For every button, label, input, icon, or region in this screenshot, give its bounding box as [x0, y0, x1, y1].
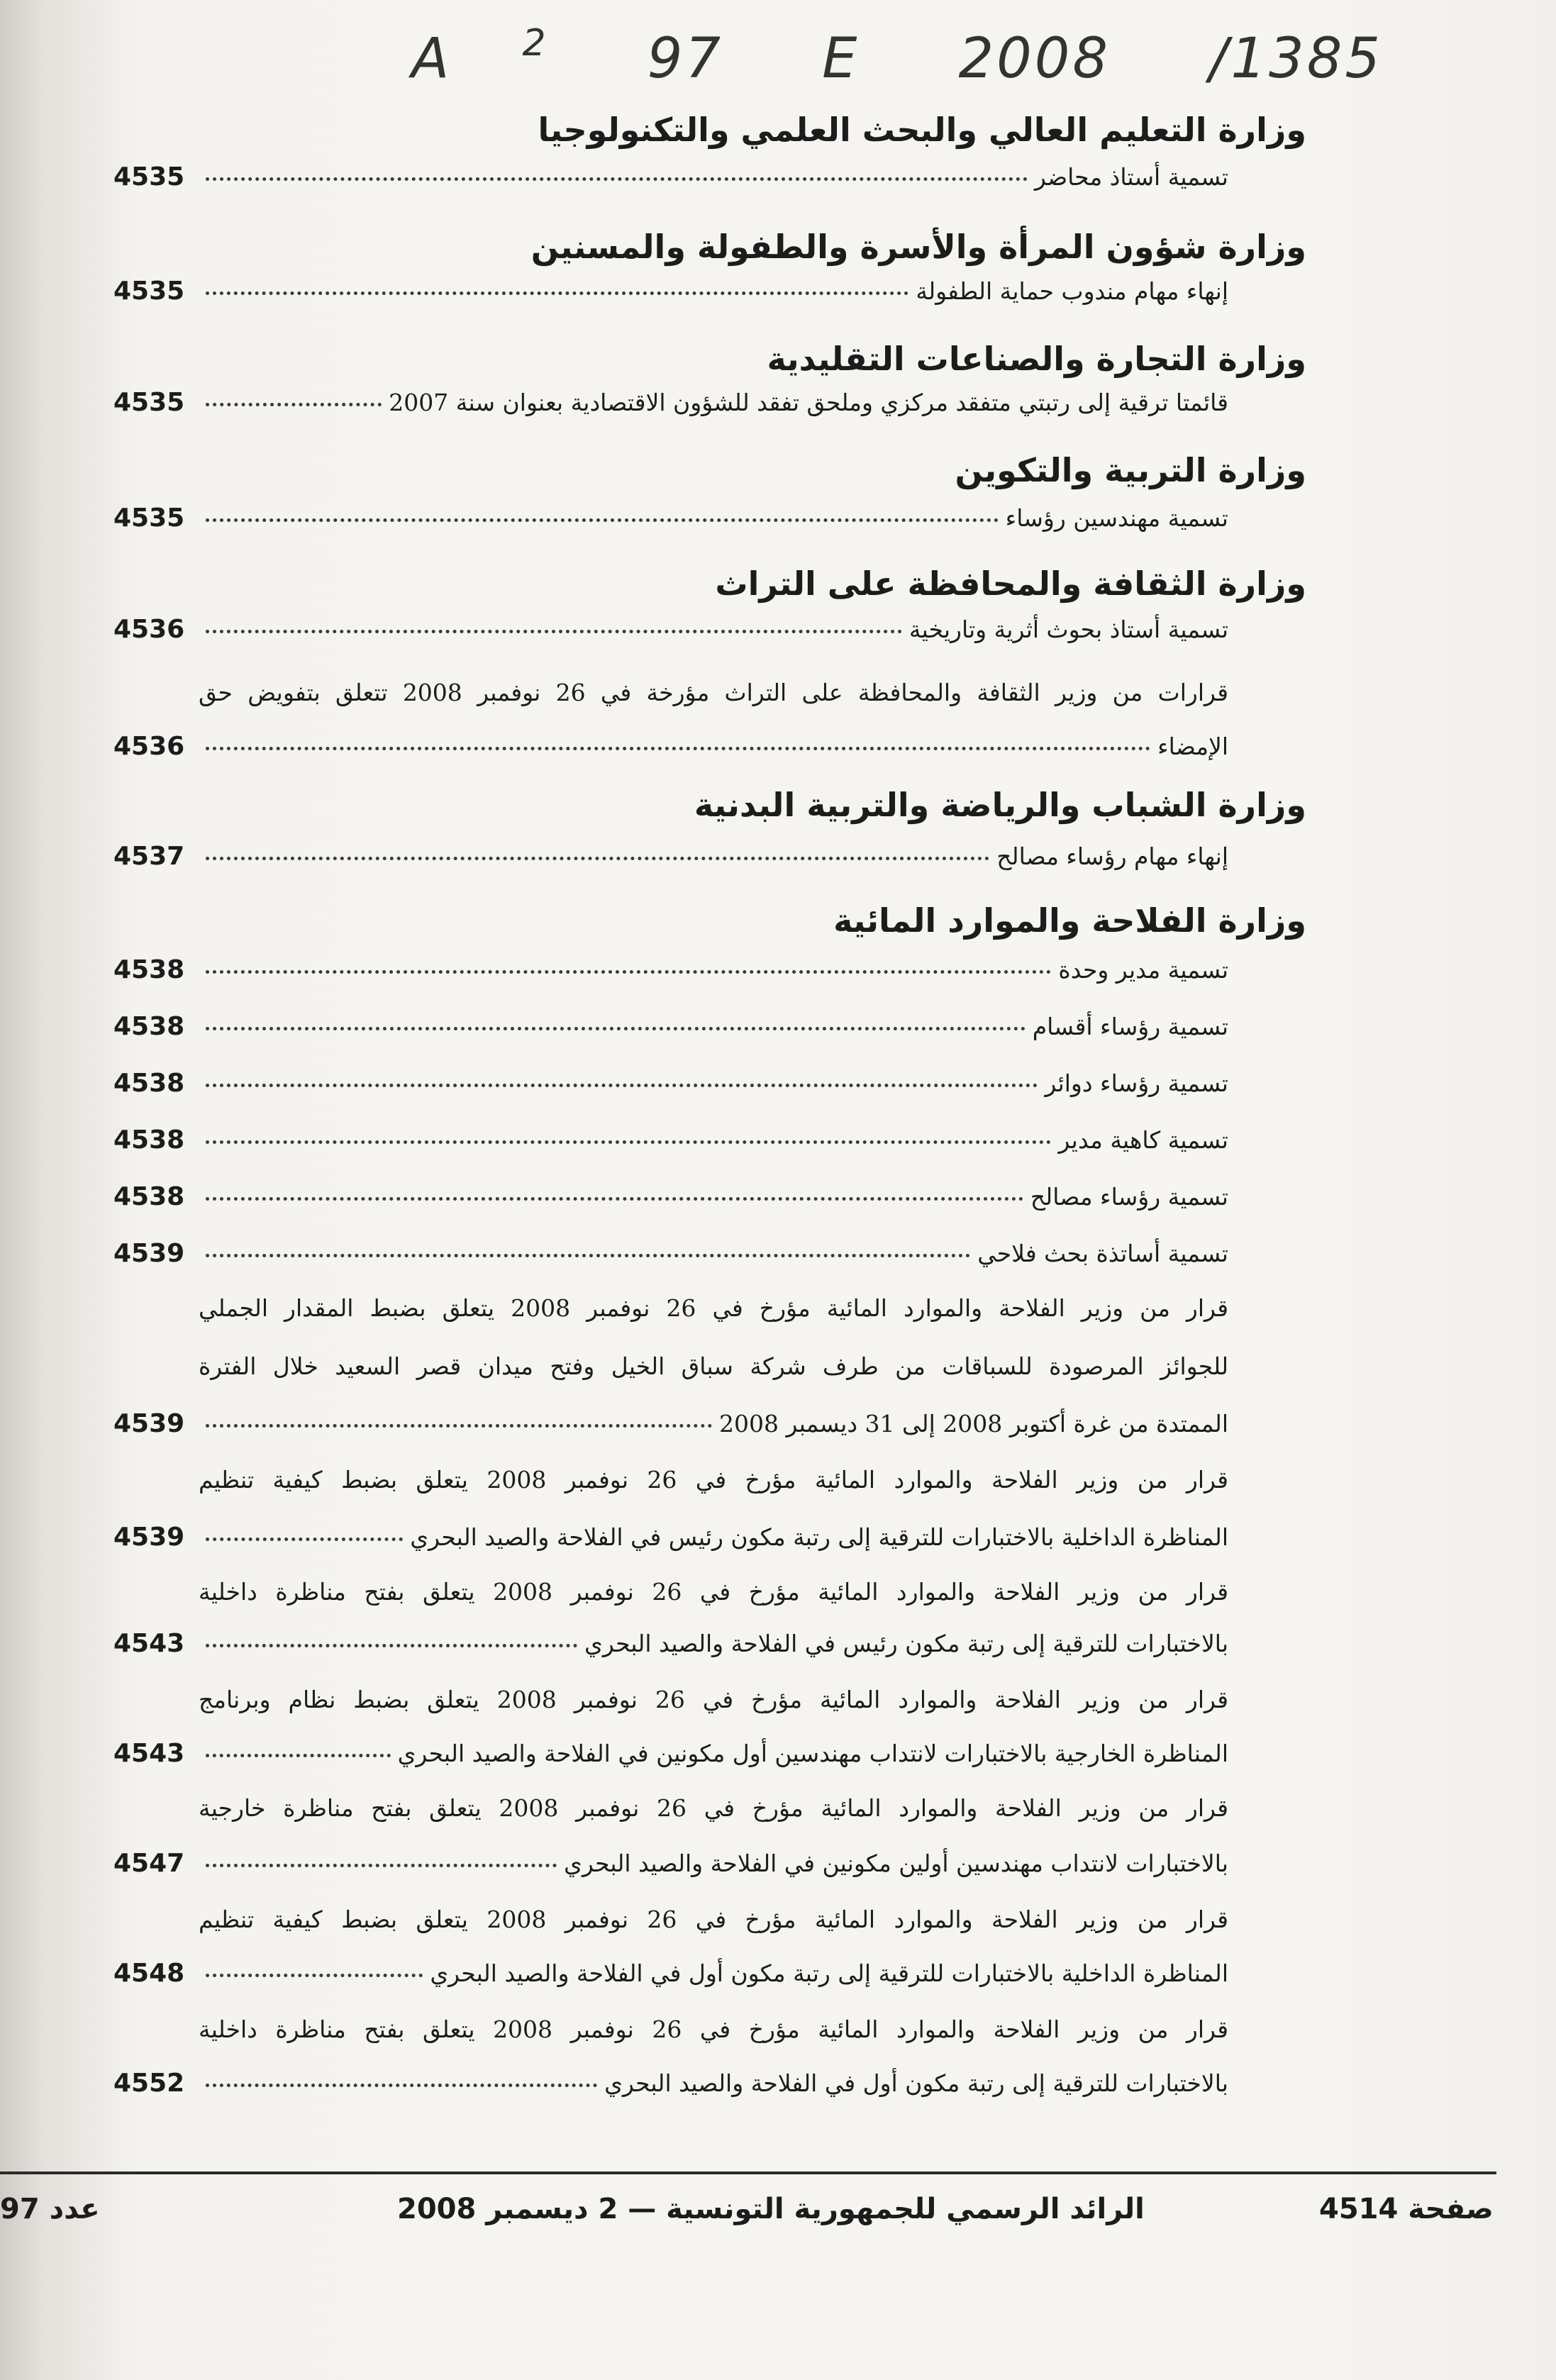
dot-leader: [206, 2084, 597, 2087]
dot-leader: [206, 857, 989, 860]
toc-entry: [113, 279, 1228, 304]
annotation-part: /1385: [1209, 27, 1383, 91]
toc-entry: [113, 734, 1228, 760]
section-heading: وزارة شؤون المرأة والأسرة والطفولة والمسنين: [530, 228, 1306, 266]
entry-title: تسمية رؤساء أقسام: [1032, 1013, 1228, 1040]
entry-title: الممتدة من غرة أكتوبر 2008 إلى 31 ديسمبر 2008: [719, 1410, 1228, 1438]
dot-leader: [206, 1864, 557, 1867]
dot-leader: [206, 518, 999, 522]
toc-entry: [113, 1631, 1228, 1657]
entry-page-number: 4539: [113, 1409, 185, 1438]
entry-page-number: 4536: [113, 615, 185, 644]
toc-entry: [113, 162, 1228, 191]
entry-page-number: 4538: [113, 1012, 185, 1041]
footer-page-number: صفحة 4514: [1319, 2193, 1494, 2225]
toc-entry: [113, 506, 1228, 531]
entry-title: بالاختبارات لانتداب مهندسين أولين مكونين في الفلاحة والصيد البحري: [564, 1850, 1228, 1877]
entry-title: تسمية مهندسين رؤساء: [1005, 504, 1228, 532]
entry-title: تسمية مدير وحدة: [1058, 956, 1228, 984]
entry-page-number: 4539: [113, 1523, 185, 1552]
entry-title: المناظرة الخارجية بالاختبارات لانتداب مهندسين أول مكونين في الفلاحة والصيد البحري: [397, 1740, 1228, 1767]
entry-title: تسمية أساتذة بحث فلاحي: [977, 1240, 1228, 1267]
toc-entry: [113, 1851, 1228, 1876]
entry-page-number: 4552: [113, 2069, 185, 2098]
entry-page-number: 4538: [113, 955, 185, 984]
dot-leader: [206, 1254, 970, 1257]
dot-leader: [206, 1537, 403, 1541]
entry-title: قائمتا ترقية إلى رتبتي متفقد مركزي وملحق تفقد للشؤون الاقتصادية بعنوان سنة 2007: [389, 389, 1228, 416]
section-heading: وزارة الثقافة والمحافظة على التراث: [715, 565, 1306, 603]
entry-title: المناظرة الداخلية بالاختبارات للترقية إلى رتبة مكون أول في الفلاحة والصيد البحري: [430, 1959, 1228, 1987]
dot-leader: [206, 403, 382, 406]
entry-title: إنهاء مهام رؤساء مصالح: [996, 843, 1228, 870]
footer-divider: [0, 2172, 1496, 2174]
footer-publication-title: الرائد الرسمي للجمهورية التونسية — 2 ديسمبر 2008: [397, 2193, 1145, 2225]
toc-entry: [113, 617, 1228, 643]
dot-leader: [206, 291, 908, 295]
dot-leader: [206, 970, 1051, 974]
entry-title: الإمضاء: [1157, 733, 1228, 760]
entry-text-line: للجوائز المرصودة للسباقات من طرف شركة سباق الخيل وفتح ميدان قصر السعيد خلال الفترة: [199, 1352, 1228, 1380]
entry-page-number: 4537: [113, 842, 185, 871]
entry-page-number: 4538: [113, 1069, 185, 1098]
toc-entry: [113, 1125, 1228, 1155]
entry-title: تسمية رؤساء دوائر: [1045, 1069, 1228, 1097]
toc-entry: [113, 1411, 1228, 1437]
entry-title: تسمية رؤساء مصالح: [1030, 1183, 1228, 1211]
annotation-part: 97: [647, 27, 723, 91]
entry-title: بالاختبارات للترقية إلى رتبة مكون رئيس في الفلاحة والصيد البحري: [584, 1630, 1228, 1657]
entry-page-number: 4539: [113, 1239, 185, 1268]
toc-entry: [113, 1961, 1228, 1986]
dot-leader: [206, 177, 1028, 181]
entry-text-line: قرار من وزير الفلاحة والموارد المائية مؤرخ في 26 نوفمبر 2008 يتعلق بضبط نظام وبرنامج: [199, 1686, 1229, 1713]
entry-page-number: 4543: [113, 1739, 185, 1768]
dot-leader: [206, 1644, 577, 1647]
entry-text-line: قرار من وزير الفلاحة والموارد المائية مؤرخ في 26 نوفمبر 2008 يتعلق بضبط كيفية تنظيم: [199, 1906, 1228, 1933]
entry-page-number: 4535: [113, 162, 185, 191]
toc-entry: [113, 957, 1228, 983]
entry-page-number: 4538: [113, 1125, 185, 1155]
annotation-part: E: [822, 27, 860, 91]
entry-text-line: قرارات من وزير الثقافة والمحافظة على التراث مؤرخة في 26 نوفمبر 2008 تتعلق بتفويض حق: [199, 679, 1228, 706]
entry-title: المناظرة الداخلية بالاختبارات للترقية إلى رتبة مكون رئيس في الفلاحة والصيد البحري: [410, 1523, 1228, 1551]
dot-leader: [206, 747, 1150, 750]
entry-page-number: 4547: [113, 1849, 185, 1878]
dot-leader: [206, 630, 902, 633]
footer-issue-number: عدد 97: [0, 2193, 100, 2225]
toc-entry: [113, 390, 1228, 416]
toc-entry: [113, 1014, 1228, 1040]
toc-entry: [113, 1071, 1228, 1096]
dot-leader: [206, 1974, 423, 1977]
entry-page-number: 4538: [113, 1182, 185, 1211]
toc-entry: [113, 1184, 1228, 1210]
entry-text-line: قرار من وزير الفلاحة والموارد المائية مؤرخ في 26 نوفمبر 2008 يتعلق بفتح مناظرة خارجية: [199, 1794, 1229, 1822]
toc-entry: [113, 2071, 1228, 2096]
entry-page-number: 4535: [113, 504, 185, 533]
toc-entry: [113, 1241, 1228, 1267]
entry-page-number: 4548: [113, 1959, 185, 1988]
entry-text-line: قرار من وزير الفلاحة والموارد المائية مؤرخ في 26 نوفمبر 2008 يتعلق بفتح مناظرة داخلية: [199, 2015, 1228, 2043]
entry-title: تسمية كاهية مدير: [1058, 1126, 1228, 1154]
dot-leader: [206, 1197, 1023, 1201]
entry-title: بالاختبارات للترقية إلى رتبة مكون أول في الفلاحة والصيد البحري: [604, 2069, 1228, 2097]
annotation-part: A: [411, 27, 452, 91]
dot-leader: [206, 1140, 1051, 1144]
entry-text-line: قرار من وزير الفلاحة والموارد المائية مؤرخ في 26 نوفمبر 2008 يتعلق بضبط كيفية تنظيم: [199, 1466, 1228, 1494]
toc-entry: [113, 844, 1228, 869]
entry-page-number: 4543: [113, 1629, 185, 1658]
entry-page-number: 4535: [113, 388, 185, 417]
section-heading: وزارة الشباب والرياضة والتربية البدنية: [694, 786, 1306, 824]
annotation-part: 2008: [958, 27, 1111, 91]
entry-title: إنهاء مهام مندوب حماية الطفولة: [916, 277, 1228, 305]
section-heading: وزارة التربية والتكوين: [955, 451, 1306, 489]
entry-page-number: 4536: [113, 732, 185, 761]
dot-leader: [206, 1084, 1038, 1087]
dot-leader: [206, 1027, 1026, 1030]
dot-leader: [206, 1754, 391, 1757]
dot-leader: [206, 1424, 712, 1428]
entry-page-number: 4535: [113, 277, 185, 306]
toc-entry: [113, 1525, 1228, 1550]
annotation-part: 2: [522, 22, 549, 65]
section-heading: وزارة التجارة والصناعات التقليدية: [767, 340, 1306, 378]
entry-text-line: قرار من وزير الفلاحة والموارد المائية مؤرخ في 26 نوفمبر 2008 يتعلق بفتح مناظرة داخلية: [199, 1578, 1228, 1606]
section-heading: وزارة التعليم العالي والبحث العلمي والتكنولوجيا: [538, 111, 1306, 149]
toc-entry: [113, 1741, 1228, 1767]
entry-title: تسمية أستاذ بحوث أثرية وتاريخية: [908, 616, 1228, 643]
entry-text-line: قرار من وزير الفلاحة والموارد المائية مؤرخ في 26 نوفمبر 2008 يتعلق بضبط المقدار الجملي: [199, 1294, 1228, 1322]
section-heading: وزارة الفلاحة والموارد المائية: [833, 901, 1306, 940]
entry-title: تسمية أستاذ محاضر: [1034, 163, 1228, 191]
